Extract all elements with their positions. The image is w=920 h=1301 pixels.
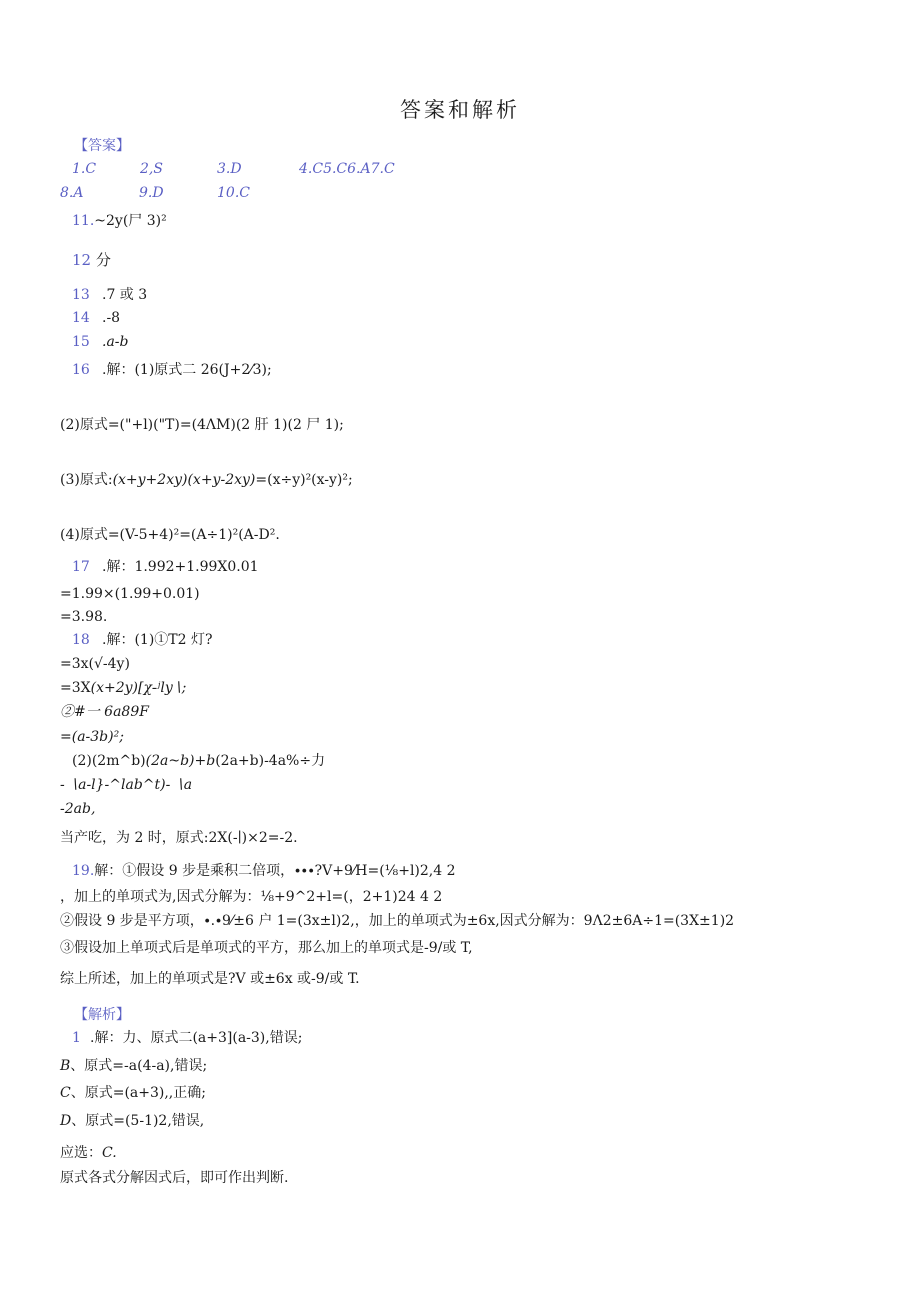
answer-16-part-3: (3)原式:(x+y+2xy)(x+y-2xy)=(x÷y)²(x-y)²; xyxy=(60,472,353,488)
choice-9: 9.D xyxy=(139,185,164,201)
analysis-1: 1 .解：力、原式二(a+3](a-3),错误; xyxy=(72,1030,303,1046)
choice-3: 3.D xyxy=(217,161,242,177)
answer-16-part-2: (2)原式=("+l)("T)=(4ΛM)(2 肝 1)(2 尸 1); xyxy=(60,417,344,433)
analysis-1-selection: 应选：C. xyxy=(60,1145,117,1161)
choice-10: 10.C xyxy=(217,185,250,201)
answer-18-part-2-step-2: - ∖a-l}-^lab^t)- ∖a xyxy=(60,777,193,793)
answer-19-step-4: ③假设加上单项式后是单项式的平方，那么加上的单项式是-9/或 T, xyxy=(60,940,473,956)
analysis-1-option-d: D、原式=(5-1)2,错误, xyxy=(60,1113,205,1129)
answer-15: 15 .a-b xyxy=(72,334,129,350)
page-title: 答案和解析 xyxy=(400,98,520,122)
analysis-1-option-c: C、原式=(a+3),,正确; xyxy=(60,1085,206,1101)
answer-13: 13 .7 或 3 xyxy=(72,287,148,303)
choice-2: 2,S xyxy=(140,161,163,177)
answer-17-step-2: =1.99×(1.99+0.01) xyxy=(60,586,200,602)
answer-11: 11.~2y(尸 3)² xyxy=(72,213,167,229)
choice-4-7: 4.C5.C6.A7.C xyxy=(299,161,395,177)
answer-18-part-2-step-3: -2ab, xyxy=(60,801,96,817)
answer-header: 【答案】 xyxy=(74,138,130,154)
answer-17-step-3: =3.98. xyxy=(60,609,108,625)
answer-19: 19.解：①假设 9 步是乘积二倍项，∙∙∙?V+9⁄H=(⅛+l)2,4 2 xyxy=(72,863,456,879)
answer-18-step-2: =3x(√-4y) xyxy=(60,656,130,672)
analysis-1-note: 原式各式分解因式后，即可作出判断. xyxy=(60,1170,289,1186)
answer-18-result: 当产吃，为 2 时，原式:2X(-∣)×2=-2. xyxy=(60,830,298,846)
answer-19-step-2: ，加上的单项式为,因式分解为：⅛+9^2+l=(，2+1)24 4 2 xyxy=(60,889,443,905)
answer-18: 18 .解：(1)①T2 灯? xyxy=(72,632,213,648)
choice-1: 1.C xyxy=(72,161,97,177)
answer-18-step-4: ②#一 6a89F xyxy=(60,704,149,720)
choice-8: 8.A xyxy=(60,185,84,201)
answer-16-part-4: (4)原式=(V-5+4)²=(A÷1)²(A-D². xyxy=(60,527,280,543)
analysis-1-option-b: B、原式=-a(4-a),错误; xyxy=(60,1058,208,1074)
analysis-header: 【解析】 xyxy=(74,1007,130,1023)
answer-19-summary: 综上所述，加上的单项式是?V 或±6x 或-9/或 T. xyxy=(60,971,360,987)
answer-16: 16 .解：(1)原式二 26(J+2⁄3); xyxy=(72,362,272,378)
answer-18-part-2: (2)(2m^b)(2a~b)+b(2a+b)-4a%÷力 xyxy=(72,753,326,769)
answer-19-step-3: ②假设 9 步是平方项，∙.∙9⁄±6 户 1=(3x±l)2,，加上的单项式为±6x,因式分解为：9Λ2±6A÷1=(3X±1)2 xyxy=(60,913,735,929)
answer-18-step-3: =3X(x+2y)[χ-ʲly∖; xyxy=(60,680,187,696)
answer-18-step-5: =(a-3b)²; xyxy=(60,729,124,745)
answer-12: 12 分 xyxy=(72,251,111,269)
answer-17: 17 .解：1.992+1.99X0.01 xyxy=(72,559,259,575)
answer-14: 14 .-8 xyxy=(72,310,121,326)
